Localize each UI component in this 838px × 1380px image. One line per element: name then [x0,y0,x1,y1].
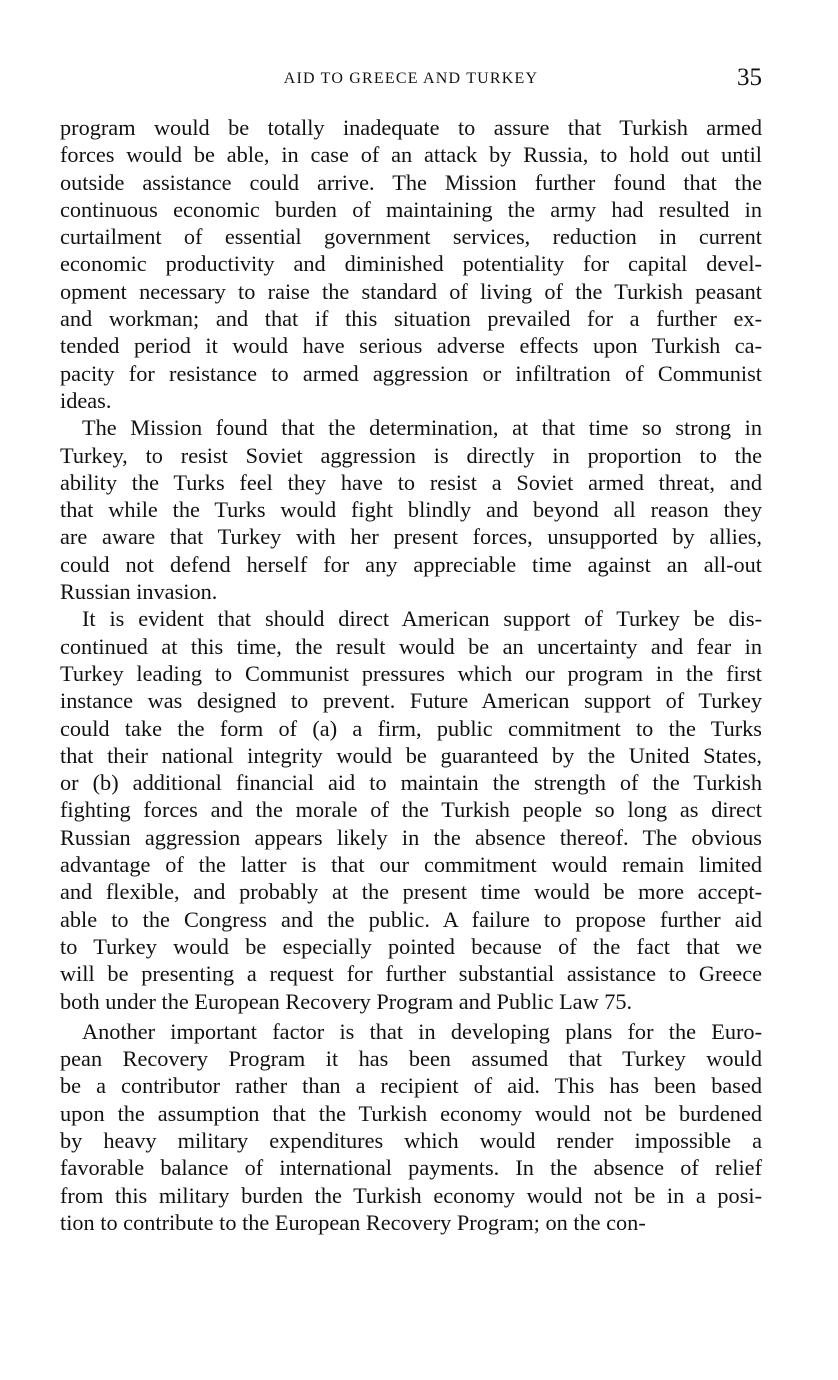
text-line: Another important factor is that in developing plans for the Euro- [82,1018,762,1044]
text-line: The Mission found that the determination, at that time so strong in [82,415,762,441]
text-line: or (b) additional financial aid to maintain the strength of the Turkish [60,770,762,796]
paragraph [60,114,762,414]
text-line: opment necessary to raise the standard of living of the Turkish peasant [60,278,762,304]
text-line: continuous economic burden of maintaining the army had resulted in [60,196,762,222]
text-line: by heavy military expenditures which would render impossible a [60,1127,762,1153]
text-line: curtailment of essential government services, reduction in current [60,224,762,250]
running-title: AID TO GREECE AND TURKEY [283,70,539,87]
text-line: outside assistance could arrive. The Mission further found that the [60,169,762,195]
text-line: forces would be able, in case of an attack by Russia, to hold out until [60,142,762,168]
text-line: It is evident that should direct American support of Turkey be dis- [82,606,762,632]
text-line: program would be totally inadequate to assure that Turkish armed [60,115,762,140]
text-line: that their national integrity would be guaranteed by the United States, [60,742,762,768]
paragraph [60,414,762,605]
text-line: favorable balance of international payments. In the absence of relief [60,1155,762,1181]
text-line: continued at this time, the result would be an uncertainty and fear in [60,633,762,659]
text-line: tended period it would have serious adverse effects upon Turkish ca- [60,333,762,359]
text-line: and workman; and that if this situation prevailed for a further ex- [60,306,762,332]
text-line: fighting forces and the morale of the Turkish people so long as direct [60,797,762,823]
text-line: Russian aggression appears likely in the absence thereof. The obvious [60,824,762,850]
text-line: instance was designed to prevent. Future American support of Turkey [60,688,762,714]
text-line: pean Recovery Program it has been assumed that Turkey would [60,1046,762,1072]
text-line: Russian invasion. [60,579,218,605]
text-line: will be presenting a request for further substantial assistance to Greece [60,961,762,987]
body-text [60,114,762,1236]
text-line: and flexible, and probably at the present time would be more accept- [60,879,762,905]
text-line: pacity for resistance to armed aggression or infiltration of Communist [60,360,762,386]
running-header [60,66,762,100]
text-line: able to the Congress and the public. A failure to propose further aid [60,906,762,932]
text-line: economic productivity and diminished potentiality for capital devel- [60,251,762,277]
text-line: both under the European Recovery Program and Public Law 75. [60,988,633,1014]
text-line: to Turkey would be especially pointed because of the fact that we [60,933,762,959]
text-line: from this military burden the Turkish economy would not be in a posi- [60,1182,762,1208]
page-number: 35 [737,64,762,91]
text-line: could not defend herself for any appreciable time against an all-out [60,551,762,577]
text-line: ability the Turks feel they have to resist a Soviet armed threat, and [60,469,762,495]
text-line: are aware that Turkey with her present forces, unsupported by allies, [60,524,762,550]
text-line: tion to contribute to the European Recovery Program; on the con- [60,1209,646,1235]
text-line: Turkey leading to Communist pressures which our program in the first [60,660,762,686]
text-line: upon the assumption that the Turkish economy would not be burdened [60,1100,762,1126]
text-line: could take the form of (a) a firm, public commitment to the Turks [60,715,762,741]
text-line: that while the Turks would fight blindly and beyond all reason they [60,497,762,523]
text-line: be a contributor rather than a recipient of aid. This has been based [60,1073,762,1099]
text-line: Turkey, to resist Soviet aggression is directly in proportion to the [60,442,762,468]
paragraph [60,605,762,1014]
text-line: advantage of the latter is that our commitment would remain limited [60,852,762,878]
paragraph [60,1018,762,1236]
text-line: ideas. [60,387,112,413]
